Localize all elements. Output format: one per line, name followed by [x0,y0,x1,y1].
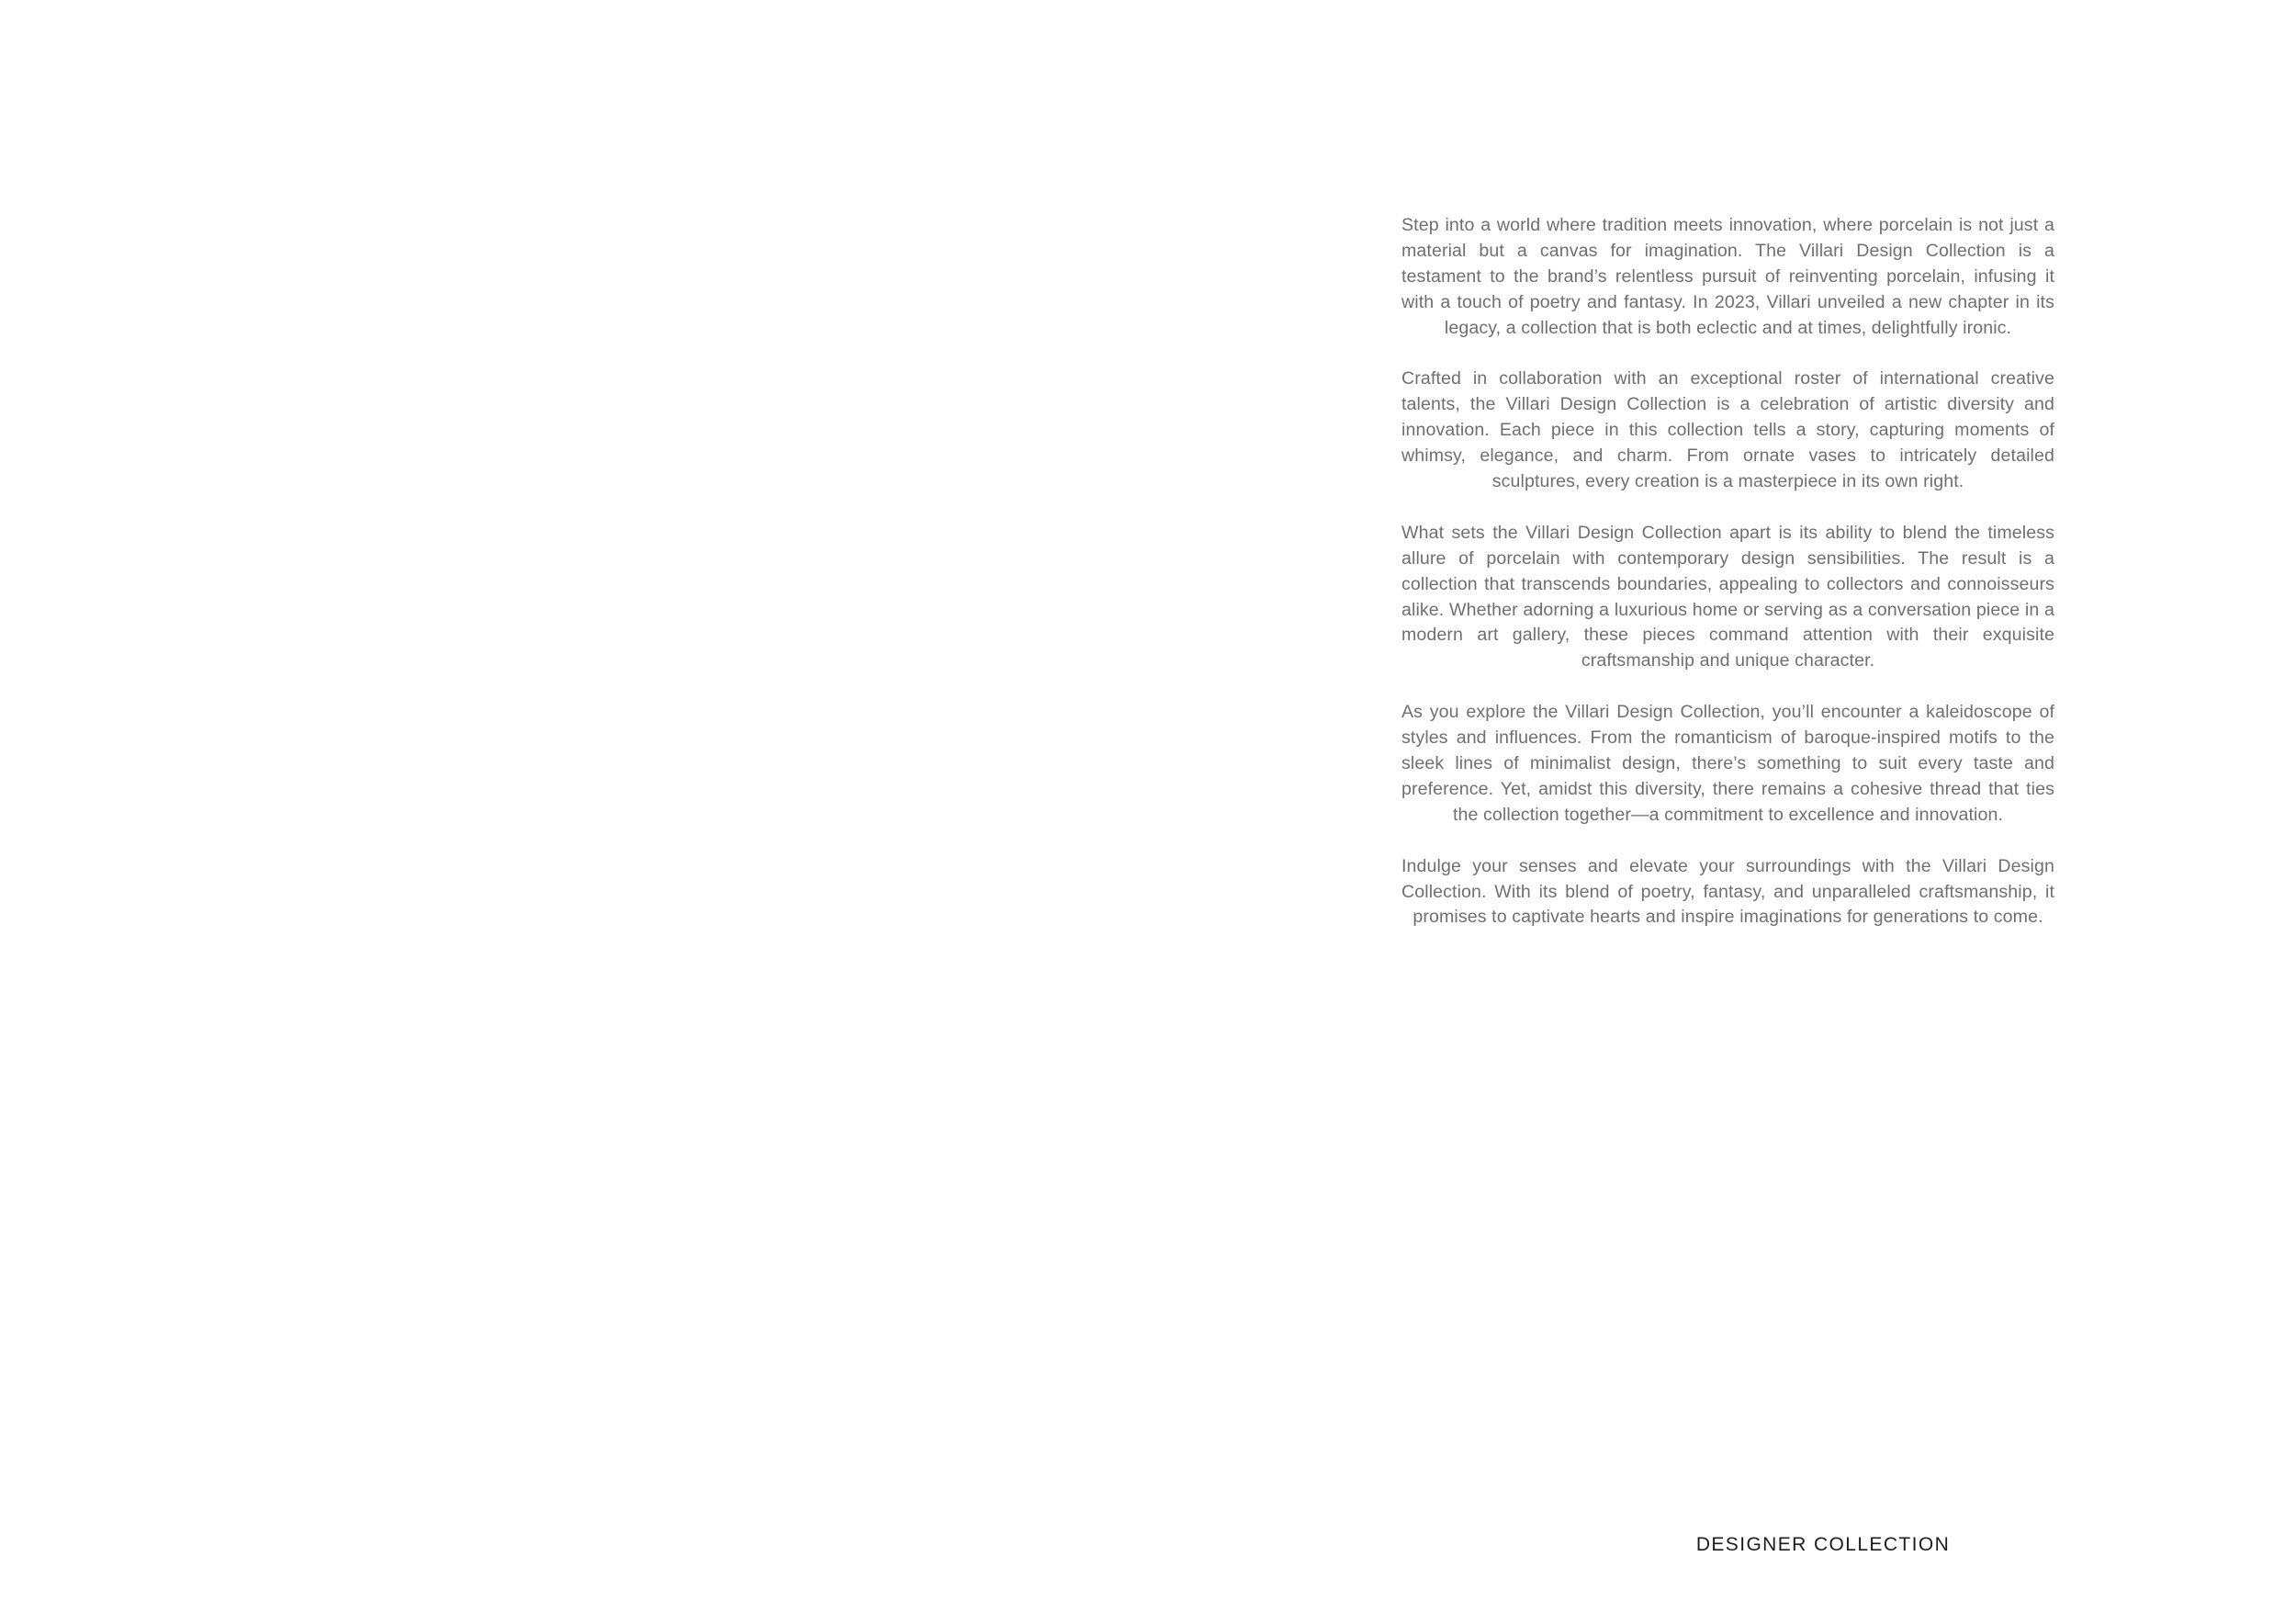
right-page [1148,0,2296,1624]
body-text-column [1401,213,2054,930]
paragraph-distinction: What sets the Villari Design Collection apart is its ability to blend the timeless allure of porcelain with contemporary design sensibilities. The result is a collection that transcends boundaries, appealing to collectors and connoisseurs alike. Whether adorning a luxurious home or serving as a conversation piece in a modern art gallery, these pieces command attention with their exquisite craftsmanship and unique character. [1401,522,2054,671]
paragraph-styles: As you explore the Villari Design Collection, you’ll encounter a kaleidoscope of styles and influences. From the romanticism of baroque-inspired motifs to the sleek lines of minimalist design, there’s something to suit every taste and preference. Yet, amidst this diversity, there remains a cohesive thread that ties the collection together—a commitment to excellence and innovation. [1401,702,2054,825]
paragraph-closing: Indulge your senses and elevate your surroundings with the Villari Design Collection. With its blend of poetry, fantasy, and unparalleled craftsmanship, it promises to captivate hearts and inspire imaginations for generations to come. [1401,855,2054,928]
paragraph-intro: Step into a world where tradition meets innovation, where porcelain is not just a material but a canvas for imagination. The Villari Design Collection is a testament to the brand’s relentless pursuit of reinventing porcelain, infusing it with a touch of poetry and fantasy. In 2023, Villari unveiled a new chapter in its legacy, a collection that is both eclectic and at times, delightfully ironic. [1401,215,2054,338]
section-footer-label: DESIGNER COLLECTION [1695,1534,1951,1555]
paragraph-collaboration: Crafted in collaboration with an exceptional roster of international creative talents, the Villari Design Collection is a celebration of artistic diversity and innovation. Each piece in this collection tells a story, capturing moments of whimsy, elegance, and charm. From ornate vases to intricately detailed sculptures, every creation is a masterpiece in its own right. [1401,368,2054,492]
